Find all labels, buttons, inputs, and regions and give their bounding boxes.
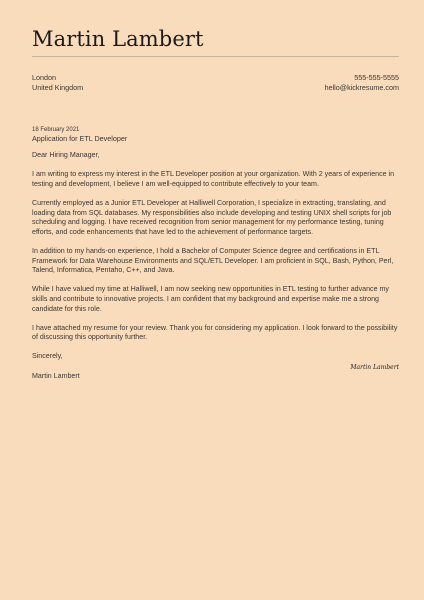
signature: Martin Lambert: [350, 364, 399, 371]
address-block: [32, 73, 83, 93]
header-divider: [32, 56, 399, 57]
applicant-name: Martin Lambert: [32, 27, 204, 51]
letter-paragraph: In addition to my hands-on experience, I hold a Bachelor of Computer Science degree and certifications in ETL Framework for Data Warehouse Environments and SQL/ETL Developer. I am proficient in SQL, Bash, Python, Perl, Talend, Informatica, Pentaho, C++, and Java.: [32, 246, 394, 275]
closing: Sincerely,: [32, 352, 63, 361]
letter-body: [32, 151, 399, 391]
address-country: United Kingdom: [32, 83, 84, 92]
letter-paragraph: Currently employed as a Junior ETL Developer at Halliwell Corporation, I specialize in extracting, translating, and loading data from SQL databases. My responsibilities also include developing and testing UNIX shell scripts for job scheduling and logging. I have received recognition from senior management for my performance testing, tuning efforts, and code enhancements that have led to the achievement of performance targets.: [32, 198, 392, 236]
letter-paragraph: While I have valued my time at Halliwell, I am now seeking new opportunities in ETL testing to further advance my skills and contribute to innovative projects. I am confident that my background and expertise make me a strong candidate for this role.: [32, 285, 389, 313]
letter-paragraph: I have attached my resume for your review. Thank you for considering my application. I look forward to the possibility of discussing this opportunity further.: [32, 323, 398, 342]
contact-block: [325, 73, 399, 93]
salutation: Dear Hiring Manager,: [32, 151, 100, 159]
letter-subject: Application for ETL Developer: [32, 134, 128, 143]
letter-date: 18 February 2021: [32, 127, 80, 133]
address-city: London: [32, 73, 56, 82]
contact-phone: 555-555-5555: [354, 73, 399, 82]
letter-paragraph: I am writing to express my interest in the ETL Developer position at your organization. With 2 years of experience in testing and development, I believe I am well-equipped to contribute effectively to your team.: [32, 170, 395, 188]
contact-email[interactable]: hello@kickresume.com: [324, 83, 399, 92]
signoff-name: Martin Lambert: [32, 371, 80, 380]
